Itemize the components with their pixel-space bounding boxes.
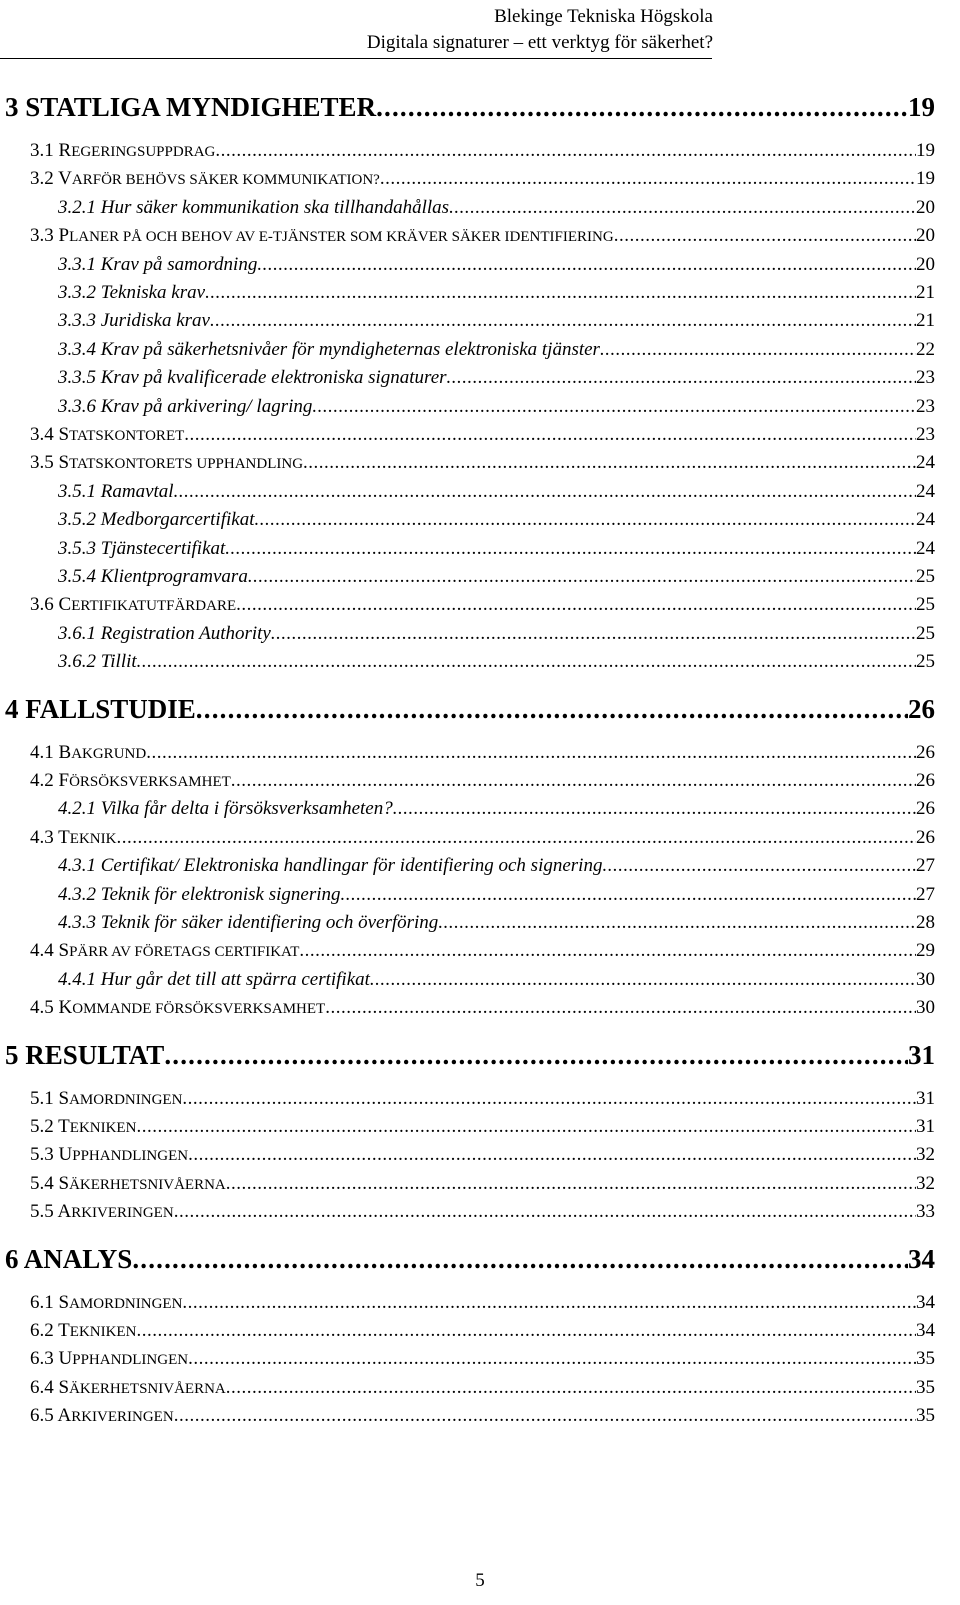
toc-entry[interactable] [58, 969, 935, 991]
toc-entry-smallcaps: PPHANDLINGEN [72, 1352, 189, 1369]
toc-entry-title [58, 481, 174, 503]
toc-entry-number: 4.3.1 [58, 855, 96, 877]
toc-entry-smallcaps: RKIVERINGEN [71, 1409, 174, 1426]
toc-entry[interactable] [30, 1292, 935, 1314]
toc-dot-leader [271, 623, 916, 645]
toc-entry[interactable] [30, 452, 935, 474]
toc-entry-number: 6.1 [30, 1291, 54, 1313]
toc-page-number: 26 [916, 798, 935, 820]
toc-entry[interactable] [58, 566, 935, 588]
toc-entry-text: Tjänstecertifikat [100, 537, 226, 559]
toc-entry-smallcaps: EKNIK [69, 830, 117, 847]
toc-entry[interactable] [58, 396, 935, 418]
toc-entry-title [58, 566, 248, 588]
toc-dot-leader [380, 168, 916, 190]
toc-page-number: 19 [916, 168, 935, 190]
toc-entry-smallcaps: PÄRR AV FÖRETAGS CERTIFIKAT [69, 944, 300, 961]
toc-entry[interactable] [30, 1348, 935, 1370]
toc-entry-number: 4.4.1 [58, 968, 96, 990]
toc-entry-title [30, 1377, 226, 1399]
toc-page-number: 23 [916, 395, 935, 417]
toc-entry-title [30, 827, 116, 849]
toc-page-number: 23 [916, 367, 935, 389]
toc-page-number: 31 [916, 1116, 935, 1137]
toc-dot-leader [164, 1040, 908, 1071]
toc-entry[interactable] [30, 1405, 935, 1427]
toc-entry-title [58, 538, 225, 560]
toc-dot-leader [614, 225, 916, 247]
toc-entry-number: 3.3.1 [58, 253, 96, 275]
toc-entry[interactable] [30, 140, 935, 162]
toc-page-number: 30 [916, 968, 935, 990]
toc-entry-text: RESULTAT [25, 1039, 165, 1070]
toc-entry-text: FALLSTUDIE [25, 693, 196, 724]
toc-entry-text: Medborgarcertifikat [100, 509, 255, 531]
toc-dot-leader [600, 339, 916, 361]
toc-dot-leader [188, 1144, 916, 1166]
toc-entry-number: 3.5.1 [58, 480, 96, 502]
toc-page-number: 21 [916, 310, 935, 332]
toc-entry[interactable] [58, 197, 935, 219]
toc-entry[interactable] [30, 1377, 935, 1399]
toc-entry-number: 3.5 [30, 452, 54, 474]
toc-entry-number: 3.6.2 [58, 651, 96, 673]
toc-entry-title [58, 798, 393, 820]
toc-page-number: 28 [916, 912, 935, 933]
toc-entry[interactable] [5, 1040, 935, 1071]
toc-dot-leader [146, 742, 916, 764]
toc-entry-smallcaps: ÄKERHETSNIVÅERNA [69, 1176, 226, 1193]
toc-entry-initial: R [58, 140, 72, 161]
toc-entry-smallcaps: AMORDNINGEN [69, 1091, 183, 1108]
toc-entry[interactable] [5, 1244, 935, 1275]
toc-entry-text: Krav på samordning [100, 253, 258, 275]
toc-entry-number: 4.2.1 [58, 798, 96, 820]
toc-entry-initial: A [57, 1405, 72, 1427]
toc-dot-leader [325, 997, 916, 1019]
toc-entry-number: 4.3.2 [58, 883, 96, 905]
toc-page-number: 31 [908, 1039, 935, 1070]
toc-dot-leader [174, 1201, 916, 1223]
toc-entry[interactable] [30, 997, 935, 1019]
toc-page-number: 24 [916, 480, 935, 502]
toc-entry-smallcaps: TATSKONTORETS UPPHANDLING [69, 456, 304, 473]
toc-entry-initial: K [58, 997, 73, 1019]
toc-dot-leader [341, 884, 916, 906]
toc-entry-title [30, 1320, 136, 1342]
toc-entry-number: 6.3 [30, 1348, 54, 1370]
toc-entry-number: 5.1 [30, 1087, 54, 1109]
toc-entry-number: 5 [5, 1039, 19, 1070]
toc-entry-number: 5.2 [30, 1116, 54, 1137]
toc-entry-number: 4.3.3 [58, 912, 96, 933]
toc-page-number: 31 [916, 1087, 935, 1109]
toc-entry-title [30, 1292, 182, 1314]
toc-entry-text: Certifikat/ Elektroniska handlingar för identifiering och signering [100, 855, 603, 877]
toc-entry-title [30, 225, 614, 247]
toc-entry-initial: A [57, 1201, 72, 1223]
toc-entry-title [58, 855, 602, 877]
toc-entry-title [58, 197, 449, 219]
toc-entry-title [5, 694, 196, 725]
toc-page-number: 25 [916, 566, 935, 587]
toc-entry-number: 3.3.6 [58, 395, 96, 417]
toc-entry-text: Krav på arkivering/ lagring [100, 395, 313, 417]
toc-entry-title [58, 396, 312, 418]
toc-entry-smallcaps: RKIVERINGEN [71, 1205, 174, 1222]
toc-entry[interactable] [30, 594, 935, 616]
toc-dot-leader [447, 367, 916, 389]
toc-entry-title [30, 1405, 174, 1427]
toc-entry[interactable] [58, 538, 935, 560]
toc-entry[interactable] [5, 92, 935, 123]
toc-dot-leader [303, 452, 916, 474]
toc-entry-title [58, 367, 447, 389]
toc-entry[interactable] [30, 225, 935, 247]
toc-page-number: 26 [916, 826, 935, 848]
toc-entry-title [58, 254, 257, 276]
toc-entry-number: 4.5 [30, 997, 54, 1019]
toc-dot-leader [236, 594, 916, 616]
toc-entry-text: Tillit [100, 651, 137, 673]
toc-page-number: 33 [916, 1201, 935, 1223]
toc-dot-leader [226, 1377, 916, 1399]
toc-entry-title [30, 742, 146, 764]
toc-entry-initial: F [58, 770, 70, 791]
toc-entry-title [30, 168, 380, 190]
toc-entry-text: Krav på kvalificerade elektroniska signaturer [100, 367, 447, 389]
toc-entry[interactable] [30, 1116, 935, 1138]
toc-dot-leader [136, 1116, 916, 1138]
toc-page-number: 20 [916, 196, 935, 218]
toc-page-number: 27 [916, 855, 935, 877]
toc-entry-text: Hur går det till att spärra certifikat [100, 968, 370, 990]
toc-entry[interactable] [58, 623, 935, 645]
toc-dot-leader [254, 509, 916, 531]
toc-dot-leader [215, 140, 916, 162]
toc-entry-initial: S [58, 1291, 70, 1313]
toc-page-number: 35 [916, 1376, 935, 1398]
toc-dot-leader [299, 940, 916, 962]
toc-entry[interactable] [30, 1201, 935, 1223]
toc-dot-leader [449, 197, 916, 219]
toc-entry[interactable] [58, 282, 935, 304]
toc-entry-number: 3.3 [30, 225, 54, 247]
toc-entry-smallcaps: EKNIKEN [69, 1324, 137, 1340]
toc-page-number: 34 [916, 1291, 935, 1313]
toc-page-number: 26 [916, 770, 935, 791]
toc-dot-leader [376, 92, 908, 123]
toc-entry-number: 4 [5, 693, 19, 724]
toc-entry-title [58, 623, 271, 645]
toc-entry-smallcaps: AKGRUND [71, 745, 147, 762]
page-number: 5 [475, 1570, 485, 1591]
toc-entry[interactable] [30, 770, 935, 792]
toc-entry-number: 3.4 [30, 424, 54, 445]
toc-entry-title [30, 1348, 188, 1370]
toc-dot-leader [116, 827, 916, 849]
toc-entry-number: 3.2 [30, 168, 54, 190]
toc-page-number: 24 [916, 452, 935, 474]
toc-dot-leader [196, 694, 908, 725]
toc-page-number: 30 [916, 997, 935, 1019]
toc-dot-leader [226, 1173, 916, 1195]
toc-entry[interactable] [58, 855, 935, 877]
toc-dot-leader [136, 1320, 916, 1342]
toc-entry-title [30, 1144, 188, 1166]
toc-entry[interactable] [30, 1173, 935, 1195]
toc-entry-title [30, 594, 236, 616]
toc-dot-leader [393, 798, 916, 820]
toc-entry-initial: S [58, 424, 70, 445]
toc-entry-number: 6.4 [30, 1376, 54, 1398]
toc-entry-title [58, 651, 137, 673]
toc-page-number: 26 [916, 741, 935, 763]
toc-dot-leader [188, 1348, 916, 1370]
toc-page-number: 35 [916, 1405, 935, 1427]
toc-entry-title [30, 452, 303, 474]
toc-entry-initial: S [58, 1087, 70, 1109]
toc-entry-number: 4.4 [30, 940, 54, 962]
toc-entry-number: 3.1 [30, 140, 54, 161]
toc-page-number: 32 [916, 1144, 935, 1166]
header-document-title: Digitala signaturer – ett verktyg för säkerhet? [366, 32, 713, 53]
toc-page-number: 25 [916, 651, 935, 673]
toc-dot-leader [132, 1244, 908, 1275]
toc-entry-initial: V [58, 168, 72, 190]
toc-page-number: 34 [908, 1243, 935, 1274]
toc-entry-text: Juridiska krav [100, 310, 210, 332]
toc-page-number: 20 [916, 253, 935, 275]
toc-page-number: 27 [916, 883, 935, 905]
toc-entry-initial: S [58, 452, 70, 474]
toc-entry[interactable] [30, 742, 935, 764]
toc-entry-text: Teknik för elektronisk signering [100, 883, 341, 905]
toc-page-number: 25 [916, 622, 935, 644]
toc-entry[interactable] [5, 694, 935, 725]
toc-entry[interactable] [30, 1320, 935, 1342]
toc-entry[interactable] [58, 884, 935, 906]
toc-entry-initial: P [58, 225, 70, 247]
toc-entry-number: 3.6.1 [58, 622, 96, 644]
toc-entry-title [30, 770, 231, 792]
header-institution: Blekinge Tekniska Högskola [494, 6, 713, 27]
toc-entry-smallcaps: LANER PÅ OCH BEHOV AV E-TJÄNSTER SOM KRÄVER SÄKER IDENTIFIERING [69, 229, 614, 246]
toc-entry-initial: C [58, 594, 72, 616]
toc-entry-number: 4.2 [30, 770, 54, 791]
toc-entry-smallcaps: ÖRSÖKSVERKSAMHET [69, 774, 231, 790]
toc-entry-number: 3 [5, 92, 19, 122]
toc-entry[interactable] [30, 1088, 935, 1110]
toc-entry-initial: B [58, 741, 72, 763]
toc-dot-leader [248, 566, 916, 588]
toc-entry-number: 3.5.4 [58, 566, 96, 587]
toc-page-number: 19 [916, 140, 935, 161]
toc-entry-smallcaps: EKNIKEN [69, 1120, 137, 1136]
toc-entry[interactable] [30, 827, 935, 849]
toc-dot-leader [257, 254, 916, 276]
toc-entry-text: Vilka får delta i försöksverksamheten? [100, 798, 393, 820]
toc-entry-smallcaps: ARFÖR BEHÖVS SÄKER KOMMUNIKATION? [71, 172, 380, 189]
toc-entry[interactable] [58, 339, 935, 361]
toc-entry[interactable] [30, 168, 935, 190]
toc-page-number: 20 [916, 225, 935, 247]
toc-entry-number: 3.3.2 [58, 282, 96, 303]
toc-entry-smallcaps: OMMANDE FÖRSÖKSVERKSAMHET [72, 1001, 326, 1018]
toc-dot-leader [312, 396, 916, 418]
toc-entry-initial: S [58, 940, 70, 962]
toc-entry[interactable] [58, 481, 935, 503]
toc-entry[interactable] [58, 912, 935, 934]
toc-entry-title [30, 1173, 226, 1195]
toc-entry-text: Klientprogramvara [100, 566, 248, 587]
header-rule [0, 58, 712, 59]
toc-entry[interactable] [58, 254, 935, 276]
toc-dot-leader [370, 969, 916, 991]
toc-dot-leader [602, 855, 916, 877]
toc-entry-text: Hur säker kommunikation ska tillhandahållas [100, 196, 450, 218]
toc-dot-leader [210, 310, 916, 332]
toc-entry-text: STATLIGA MYNDIGHETER [25, 92, 377, 122]
toc-entry-number: 6.2 [30, 1320, 54, 1341]
toc-entry-title [58, 969, 370, 991]
toc-entry-smallcaps: PPHANDLINGEN [72, 1148, 189, 1165]
toc-page-number: 29 [916, 940, 935, 962]
toc-dot-leader [174, 481, 916, 503]
toc-entry[interactable] [30, 1144, 935, 1166]
toc-entry-title [30, 1116, 136, 1138]
toc-page-number: 21 [916, 282, 935, 303]
toc-entry[interactable] [58, 509, 935, 531]
toc-page-number: 24 [916, 509, 935, 531]
toc-entry-title [5, 1040, 164, 1071]
toc-dot-leader [174, 1405, 916, 1427]
toc-entry-smallcaps: EGERINGSUPPDRAG [71, 144, 216, 160]
toc-entry[interactable] [30, 940, 935, 962]
toc-entry-title [30, 424, 184, 446]
toc-entry-title [58, 912, 438, 934]
toc-dot-leader [231, 770, 916, 792]
toc-entry-title [30, 140, 215, 162]
toc-dot-leader [182, 1088, 916, 1110]
running-header [0, 4, 960, 56]
toc-dot-leader [225, 538, 916, 560]
toc-entry-number: 3.3.5 [58, 367, 96, 389]
toc-entry-title [58, 884, 341, 906]
toc-entry-title [30, 940, 299, 962]
toc-page-number: 32 [916, 1172, 935, 1194]
toc-entry-title [30, 997, 325, 1019]
toc-entry[interactable] [58, 310, 935, 332]
toc-entry-number: 5.3 [30, 1144, 54, 1166]
toc-entry-smallcaps: ÄKERHETSNIVÅERNA [69, 1380, 226, 1397]
toc-entry-text: Tekniska krav [100, 282, 206, 303]
toc-entry-smallcaps: ERTIFIKATUTFÄRDARE [71, 598, 237, 615]
toc-page-number: 25 [916, 594, 935, 616]
toc-page-number: 35 [916, 1348, 935, 1370]
toc-page-number: 24 [916, 537, 935, 559]
toc-dot-leader [438, 912, 916, 934]
toc-entry-title [30, 1088, 182, 1110]
toc-entry-number: 3.2.1 [58, 196, 96, 218]
toc-entry-number: 3.6 [30, 594, 54, 616]
toc-entry[interactable] [58, 798, 935, 820]
toc-entry-initial: S [58, 1376, 70, 1398]
toc-entry-title [58, 509, 254, 531]
toc-entry-number: 5.5 [30, 1201, 54, 1223]
toc-entry-smallcaps: AMORDNINGEN [69, 1295, 183, 1312]
toc-entry-title [58, 310, 210, 332]
toc-entry-number: 6 [5, 1243, 19, 1274]
toc-entry-text: Krav på säkerhetsnivåer för myndigheternas elektroniska tjänster [100, 338, 600, 360]
toc-page-number: 23 [916, 424, 935, 445]
toc-entry-number: 6.5 [30, 1405, 54, 1427]
toc-entry-number: 3.5.2 [58, 509, 96, 531]
toc-entry-number: 4.1 [30, 741, 54, 763]
toc-page-number: 19 [908, 92, 935, 122]
toc-entry-number: 5.4 [30, 1172, 54, 1194]
toc-entry-number: 3.3.4 [58, 338, 96, 360]
toc-entry-text: ANALYS [23, 1243, 133, 1274]
toc-dot-leader [182, 1292, 916, 1314]
toc-page-number: 34 [916, 1320, 935, 1341]
toc-entry-title [58, 282, 205, 304]
toc-entry-title [5, 1244, 132, 1275]
toc-entry-title [30, 1201, 174, 1223]
toc-entry-number: 3.3.3 [58, 310, 96, 332]
toc-entry-text: Registration Authority [100, 622, 271, 644]
toc-entry-initial: S [58, 1172, 70, 1194]
toc-dot-leader [184, 424, 916, 446]
toc-page-number: 26 [908, 693, 935, 724]
toc-entry[interactable] [58, 367, 935, 389]
toc-entry-text: Ramavtal [100, 480, 174, 502]
toc-entry-title [58, 339, 600, 361]
toc-entry-initial: T [58, 1116, 70, 1137]
toc-entry-initial: U [58, 1348, 73, 1370]
toc-entry-number: 3.5.3 [58, 537, 96, 559]
toc-entry-initial: T [58, 1320, 70, 1341]
toc-dot-leader [205, 282, 916, 304]
toc-entry[interactable] [30, 424, 935, 446]
toc-dot-leader [137, 651, 916, 673]
toc-entry-number: 4.3 [30, 826, 54, 848]
toc-entry-title [5, 92, 376, 123]
toc-entry-smallcaps: TATSKONTORET [69, 428, 185, 444]
toc-entry-text: Teknik för säker identifiering och överföring [100, 912, 439, 933]
toc-page-number: 22 [916, 338, 935, 360]
toc-entry[interactable] [58, 651, 935, 673]
toc-entry-initial: T [58, 826, 70, 848]
toc-entry-initial: U [58, 1144, 73, 1166]
